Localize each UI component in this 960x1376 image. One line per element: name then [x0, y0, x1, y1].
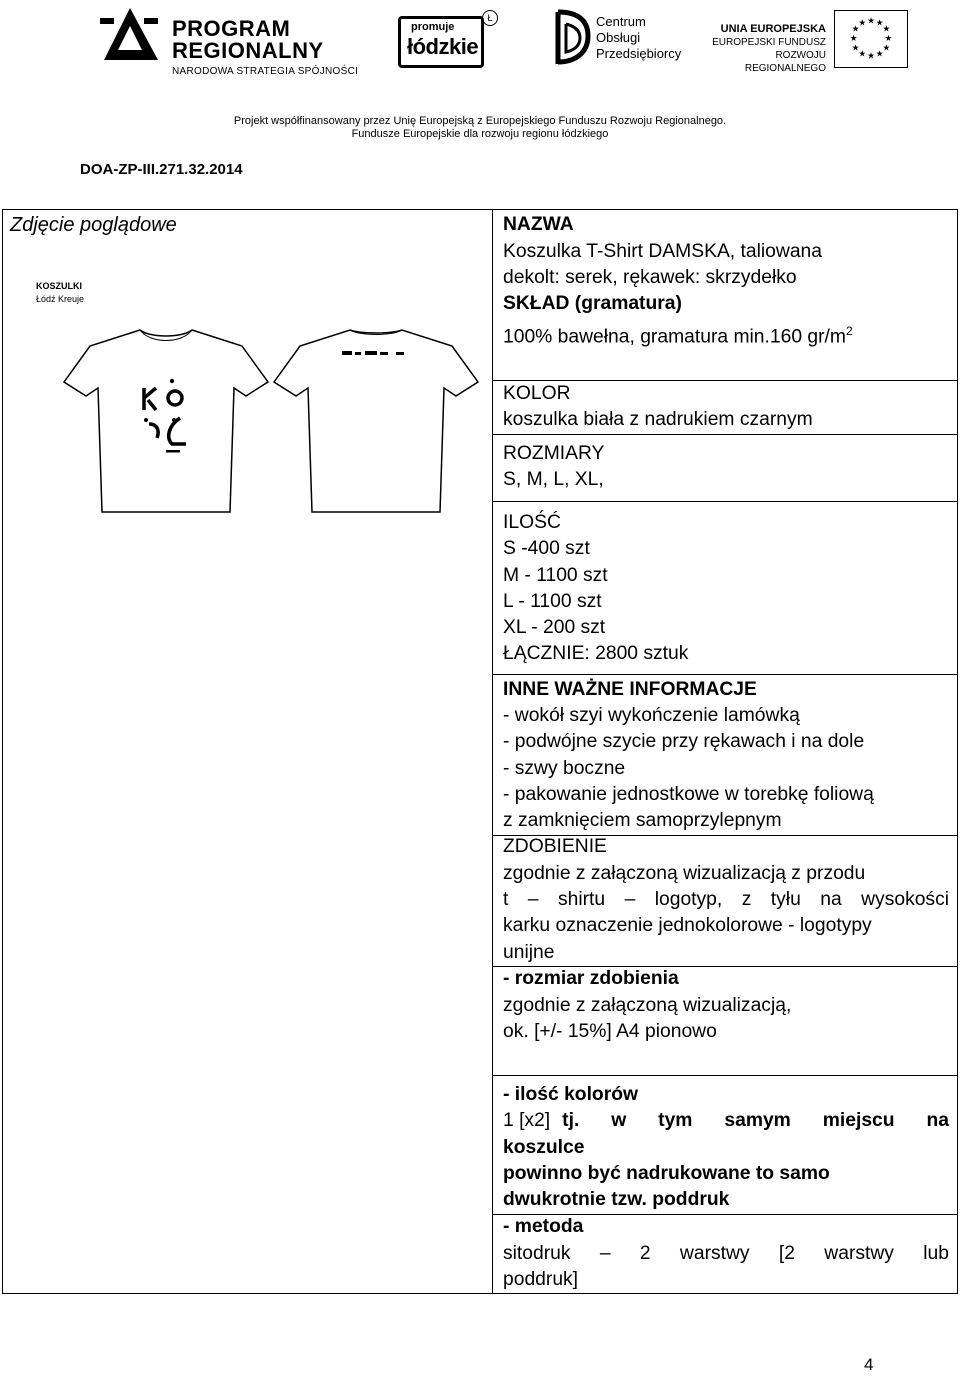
nazwa-line2: dekolt: serek, rękawek: skrzydełko — [503, 267, 797, 288]
metoda-heading: - metoda — [503, 1216, 584, 1237]
program-regionalny-logo — [100, 0, 360, 84]
rozmiar-zdobienia-heading: - rozmiar zdobienia — [503, 968, 679, 989]
eu-fund-text — [700, 22, 826, 75]
promuje-lodzkie-logo — [398, 10, 508, 70]
visualization-subtitle: Łódź Kreuje — [36, 294, 85, 304]
svg-text:★: ★ — [867, 16, 875, 27]
tshirt-front-image — [62, 326, 270, 516]
eu-line1: UNIA EUROPEJSKA — [720, 23, 826, 35]
metoda-line2: poddruk] — [503, 1269, 579, 1290]
rozmiary-heading: ROZMIARY — [503, 443, 605, 464]
inne-line1: - wokół szyi wykończenie lamówką — [503, 705, 800, 726]
lodz-logo-frame — [398, 16, 484, 68]
lodz-logo-main-text: łódzkie — [407, 34, 479, 59]
visualization-title: KOSZULKI — [36, 281, 82, 291]
svg-text:★: ★ — [882, 24, 891, 35]
program-title-line2: REGIONALNY — [172, 38, 324, 63]
cop-line2: Obsługi — [596, 30, 641, 45]
zdobienie-line2: t – shirtu – logotyp, z tyłu na wysokości — [503, 889, 949, 910]
nazwa-heading: NAZWA — [503, 214, 574, 235]
lodz-trademark-icon: Ł — [482, 10, 498, 26]
zdobienie-line4: unijne — [503, 942, 555, 963]
table-column-divider — [492, 209, 493, 1294]
ilosc-xl: XL - 200 szt — [503, 617, 606, 638]
cop-emblem-icon — [552, 8, 592, 68]
ilosc-kolorow-line2: koszulce — [503, 1137, 585, 1158]
rozmiar-zdobienia-line1: zgodnie z załączoną wizualizacją, — [503, 995, 792, 1016]
kolor-line1: koszulka biała z nadrukiem czarnym — [503, 409, 813, 430]
svg-text:★: ★ — [875, 49, 884, 60]
rozmiar-zdobienia-line2: ok. [+/- 15%] A4 pionowo — [503, 1021, 717, 1042]
ilosc-s: S -400 szt — [503, 538, 590, 559]
ilosc-l: L - 1100 szt — [503, 591, 602, 612]
ilosc-kolorow-line1 — [503, 1108, 949, 1134]
eu-line3: ROZWOJU REGIONALNEGO — [744, 50, 826, 74]
ilosc-kolorow-note: tj. w tym samym miejscu na — [562, 1110, 949, 1131]
ilosc-kolorow-line4: dwukrotnie tzw. poddruk — [503, 1189, 730, 1210]
svg-text:★: ★ — [849, 33, 858, 44]
cop-line1: Centrum — [596, 14, 646, 29]
inne-line3: - szwy boczne — [503, 758, 626, 779]
kolor-heading: KOLOR — [503, 383, 571, 404]
ilosc-m: M - 1100 szt — [503, 565, 608, 586]
svg-text:★: ★ — [867, 51, 875, 62]
tshirt-back-image — [272, 326, 480, 516]
row-divider — [492, 501, 958, 502]
centrum-obslugi-logo — [552, 8, 682, 72]
svg-text:★: ★ — [884, 33, 893, 44]
metoda-line1: sitodruk – 2 warstwy [2 warstwy lub — [503, 1243, 949, 1264]
eu-flag-icon — [834, 10, 908, 68]
ilosc-heading: ILOŚĆ — [503, 512, 561, 533]
row-divider — [492, 434, 958, 435]
svg-text:★: ★ — [851, 24, 860, 35]
inne-line2: - podwójne szycie przy rękawach i na dole — [503, 731, 865, 752]
program-regionalny-emblem-icon — [100, 2, 162, 64]
svg-text:★: ★ — [851, 43, 860, 54]
inne-heading: INNE WAŻNE INFORMACJE — [503, 679, 757, 700]
document-reference: DOA-ZP-III.271.32.2014 — [80, 161, 243, 178]
svg-text:★: ★ — [858, 49, 867, 60]
sklad-heading: SKŁAD (gramatura) — [503, 293, 682, 314]
ilosc-total: ŁĄCZNIE: 2800 sztuk — [503, 643, 689, 664]
sklad-line1 — [503, 318, 949, 351]
row-divider — [492, 1075, 958, 1076]
page-number: 4 — [864, 1355, 874, 1374]
sklad-text: 100% bawełna, gramatura min.160 gr/m — [503, 326, 846, 348]
ilosc-kolorow-heading: - ilość kolorów — [503, 1084, 638, 1105]
lodz-logo-top-text: promuje — [411, 21, 455, 33]
photo-label: Zdjęcie poglądowe — [10, 214, 177, 236]
inne-line4: - pakowanie jednostkowe w torebkę foliową — [503, 784, 874, 805]
zdobienie-heading: ZDOBIENIE — [503, 836, 607, 857]
zdobienie-line1: zgodnie z załączoną wizualizacją z przodu — [503, 863, 866, 884]
svg-text:★: ★ — [875, 18, 884, 29]
eu-line2: EUROPEJSKI FUNDUSZ — [712, 37, 826, 48]
row-divider — [492, 674, 958, 675]
svg-text:★: ★ — [858, 18, 867, 29]
project-funds-note: Fundusze Europejskie dla rozwoju regionu łódzkiego — [351, 128, 609, 140]
rozmiary-line1: S, M, L, XL, — [503, 469, 604, 490]
zdobienie-line3: karku oznaczenie jednokolorowe - logotypy — [503, 915, 872, 936]
program-subtitle: NARODOWA STRATEGIA SPÓJNOŚCI — [172, 66, 359, 77]
inne-line5: z zamknięciem samoprzylepnym — [503, 810, 782, 831]
project-cofinancing-note: Projekt współfinansowany przez Unię Europejską z Europejskiego Funduszu Rozwoju Regionalnego. — [233, 115, 727, 127]
program-title-line1: PROGRAM — [172, 16, 291, 41]
nazwa-line1: Koszulka T-Shirt DAMSKA, taliowana — [503, 241, 822, 262]
svg-text:★: ★ — [882, 43, 891, 54]
ilosc-kolorow-count: 1 [x2] — [503, 1110, 551, 1131]
cop-line3: Przedsiębiorcy — [596, 46, 682, 61]
sklad-superscript: 2 — [845, 324, 853, 338]
ilosc-kolorow-line3: powinno być nadrukowane to samo — [503, 1163, 830, 1184]
